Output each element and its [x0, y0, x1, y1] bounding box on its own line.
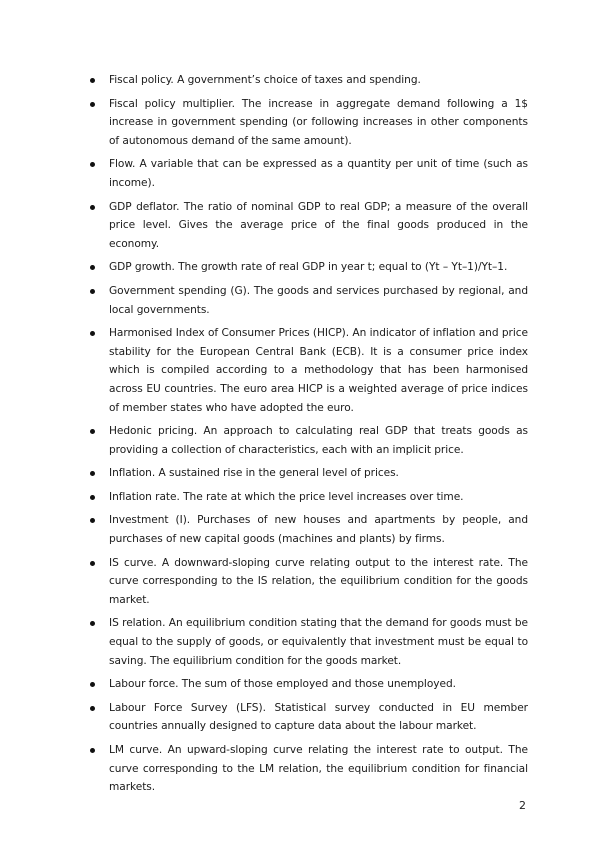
bullet-icon — [90, 429, 95, 434]
list-item — [90, 324, 528, 417]
bullet-icon — [90, 205, 95, 210]
glossary-entry: GDP deflator. The ratio of nominal GDP to real GDP; a measure of the overall price level. Gives the average price of the final goods produced in the economy. — [109, 200, 528, 250]
bullet-icon — [90, 495, 95, 500]
list-item — [90, 422, 528, 459]
glossary-entry: Inflation rate. The rate at which the price level increases over time. — [109, 490, 464, 503]
bullet-icon — [90, 102, 95, 107]
bullet-icon — [90, 471, 95, 476]
list-item — [90, 198, 528, 254]
bullet-icon — [90, 78, 95, 83]
glossary-entry: GDP growth. The growth rate of real GDP in year t; equal to (Yt – Yt–1)/Yt–1. — [109, 261, 508, 274]
list-item — [90, 488, 528, 507]
list-item — [90, 675, 528, 694]
glossary-entry: Fiscal policy. A government’s choice of taxes and spending. — [109, 74, 421, 86]
glossary-list — [90, 71, 528, 802]
bullet-icon — [90, 682, 95, 687]
list-item — [90, 511, 528, 548]
list-item — [90, 464, 528, 483]
list-item — [90, 614, 528, 670]
glossary-entry: IS curve. A downward-sloping curve relating output to the interest rate. The curve corresponding to the IS relation, the equilibrium condition for the goods market. — [109, 556, 528, 606]
bullet-icon — [90, 621, 95, 626]
glossary-entry: Government spending (G). The goods and services purchased by regional, and local governments. — [109, 284, 528, 316]
glossary-entry: Hedonic pricing. An approach to calculating real GDP that treats goods as providing a collection of characteristics, each with an implicit price. — [109, 425, 528, 456]
glossary-entry: Flow. A variable that can be expressed as a quantity per unit of time (such as income). — [109, 158, 528, 189]
bullet-icon — [90, 162, 95, 167]
list-item — [90, 155, 528, 192]
list-item — [90, 258, 528, 277]
list-item — [90, 282, 528, 319]
bullet-icon — [90, 706, 95, 711]
bullet-icon — [90, 518, 95, 523]
glossary-entry: IS relation. An equilibrium condition stating that the demand for goods must be equal to the supply of goods, or equivalently that investment must be equal to saving. The equilibrium condition for the goods market. — [109, 617, 528, 667]
list-item — [90, 554, 528, 610]
glossary-entry: Investment (I). Purchases of new houses and apartments by people, and purchases of new capital goods (machines and plants) by firms. — [109, 514, 528, 546]
list-item — [90, 741, 528, 797]
list-item — [90, 95, 528, 151]
page-number: 2 — [519, 799, 526, 812]
bullet-icon — [90, 331, 95, 336]
glossary-entry: Fiscal policy multiplier. The increase in aggregate demand following a 1$ increase in government spending (or following increases in other components of autonomous demand of the same amount). — [109, 97, 528, 147]
bullet-icon — [90, 561, 95, 566]
glossary-entry: Harmonised Index of Consumer Prices (HICP). An indicator of inflation and price stability for the European Central Bank (ECB). It is a consumer price index which is compiled according to a methodology that has been harmonised across EU countries. The euro area HICP is a weighted average of price indices of member states who have adopted the euro. — [109, 327, 528, 414]
bullet-icon — [90, 265, 95, 270]
glossary-entry: LM curve. An upward-sloping curve relating the interest rate to output. The curve corresponding to the LM relation, the equilibrium condition for financial markets. — [109, 744, 528, 794]
bullet-icon — [90, 748, 95, 753]
glossary-entry: Inflation. A sustained rise in the general level of prices. — [109, 467, 399, 480]
glossary-entry: Labour force. The sum of those employed and those unemployed. — [109, 678, 456, 691]
glossary-entry: Labour Force Survey (LFS). Statistical survey conducted in EU member countries annually designed to capture data about the labour market. — [109, 701, 528, 733]
bullet-icon — [90, 289, 95, 294]
list-item — [90, 699, 528, 736]
list-item — [90, 71, 528, 90]
